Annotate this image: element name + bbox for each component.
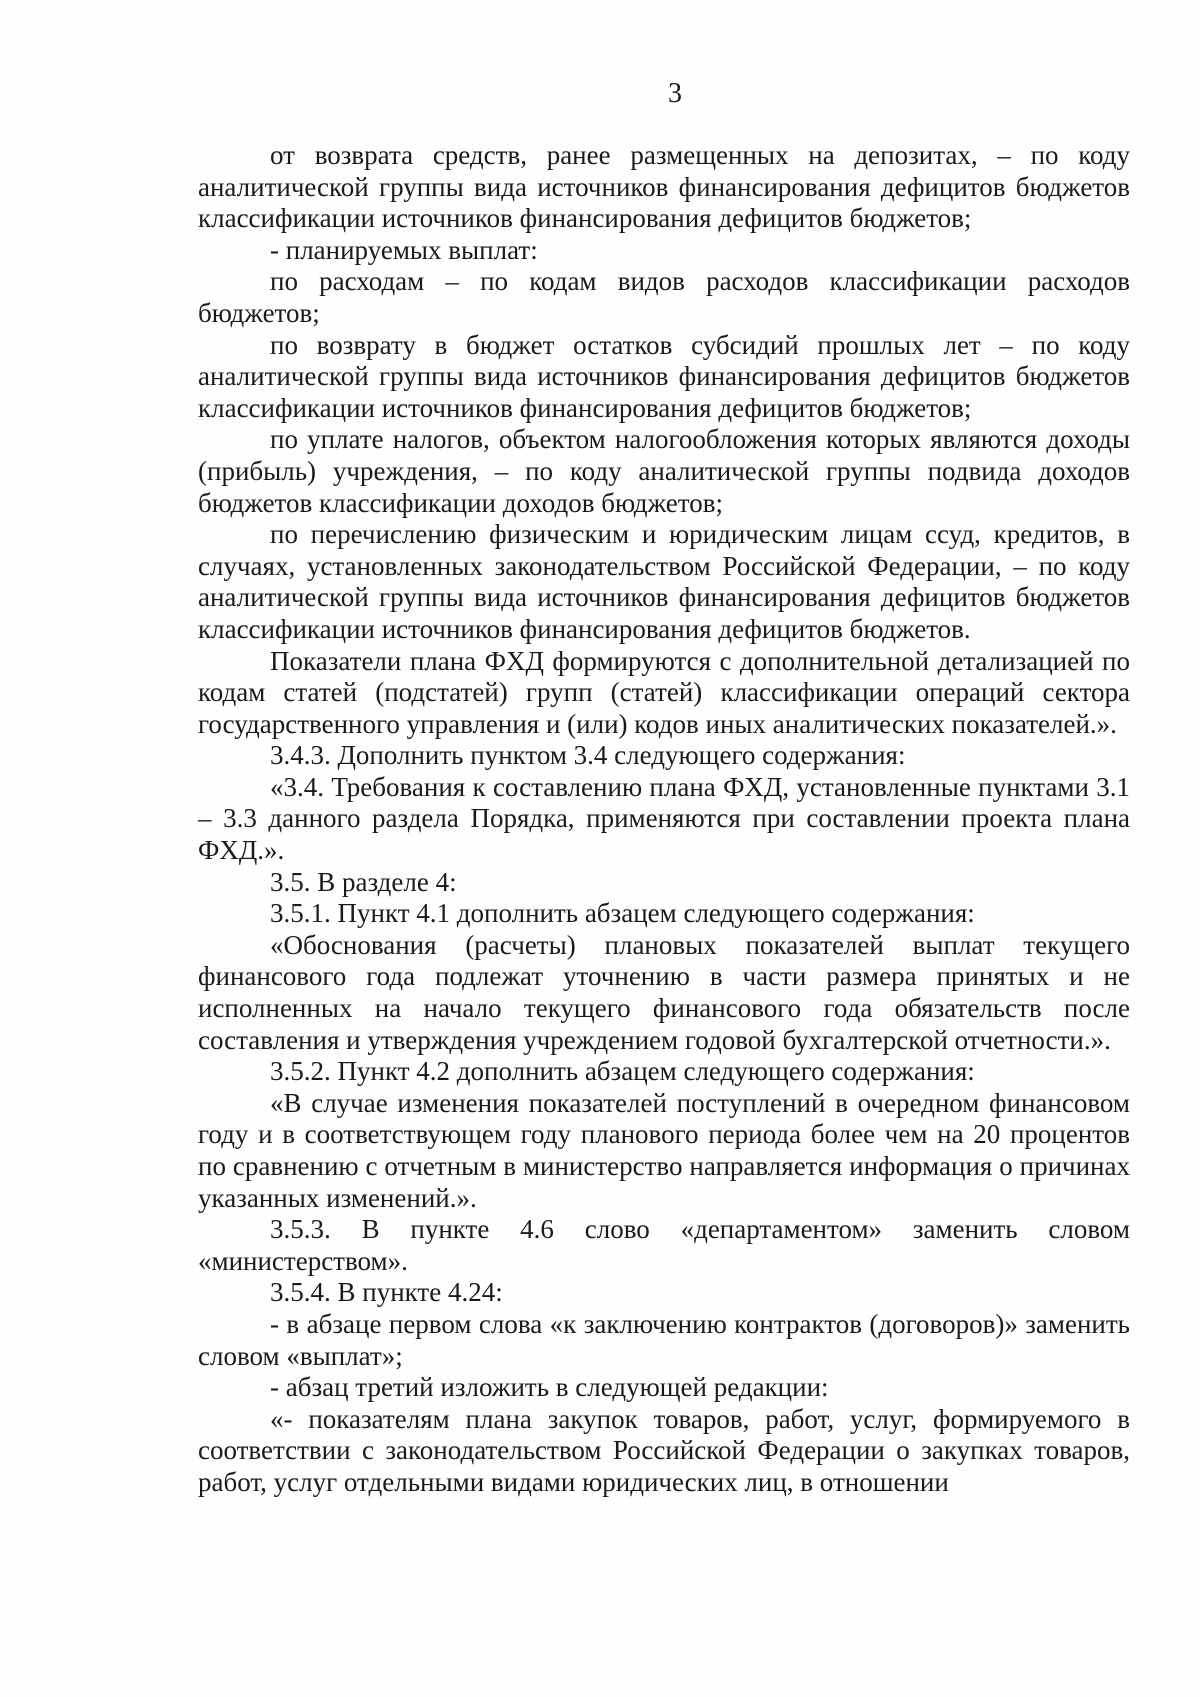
paragraph: 3.5.3. В пункте 4.6 слово «департаментом» заменить словом «министерством».: [198, 1214, 1130, 1276]
paragraph: - планируемых выплат:: [270, 234, 538, 265]
paragraph: 3.5.2. Пункт 4.2 дополнить абзацем следующего содержания:: [270, 1056, 975, 1087]
paragraph: от возврата средств, ранее размещенных на депозитах, – по коду аналитической группы вида источников финансирования дефицитов бюджетов классификации источников финансирования дефицитов бюджетов;: [198, 140, 1130, 234]
paragraph: 3.5. В разделе 4:: [270, 866, 457, 897]
paragraph: по перечислению физическим и юридическим лицам ссуд, кредитов, в случаях, установленных законодательством Российской Федерации, – по коду аналитической группы вида источников финансирования дефицитов бюджетов классификации источников финансирования дефицитов бюджетов.: [198, 519, 1130, 644]
paragraph: «- показателям плана закупок товаров, работ, услуг, формируемого в соответствии с законодательством Российской Федерации о закупках товаров, работ, услуг отдельными видами юридических лиц, в отношении: [198, 1403, 1130, 1497]
paragraph: 3.4.3. Дополнить пунктом 3.4 следующего содержания:: [270, 740, 906, 771]
paragraph: «Обоснования (расчеты) плановых показателей выплат текущего финансового года подлежат уточнению в части размера принятых и не исполненных на начало текущего финансового года обязательств после составления и утверждения учреждением годовой бухгалтерской отчетности.».: [198, 929, 1130, 1055]
paragraph: 3.5.4. В пункте 4.24:: [270, 1277, 503, 1308]
paragraph: «3.4. Требования к составлению плана ФХД, установленные пунктами 3.1 – 3.3 данного раздела Порядка, применяются при составлении проекта плана ФХД.».: [198, 771, 1130, 866]
paragraph: Показатели плана ФХД формируются с дополнительной детализацией по кодам статей (подстатей) групп (статей) классификации операций сектора государственного управления и (или) кодов иных аналитических показателей.».: [198, 645, 1130, 739]
document-body: [198, 140, 1130, 1499]
paragraph: - в абзаце первом слова «к заключению контрактов (договоров)» заменить словом «выплат»;: [198, 1308, 1130, 1371]
paragraph: - абзац третий изложить в следующей редакции:: [270, 1372, 829, 1403]
paragraph: по расходам – по кодам видов расходов классификации расходов бюджетов;: [198, 266, 1130, 328]
paragraph: по возврату в бюджет остатков субсидий прошлых лет – по коду аналитической группы вида источников финансирования дефицитов бюджетов классификации источников финансирования дефицитов бюджетов;: [198, 329, 1130, 423]
paragraph: по уплате налогов, объектом налогообложения которых являются доходы (прибыль) учреждения, – по коду аналитической группы подвида доходов бюджетов классификации доходов бюджетов;: [198, 424, 1130, 518]
paragraph: 3.5.1. Пункт 4.1 дополнить абзацем следующего содержания:: [270, 898, 975, 929]
page-number: 3: [668, 78, 682, 109]
paragraph: «В случае изменения показателей поступлений в очередном финансовом году и в соответствующем году планового периода более чем на 20 процентов по сравнению с отчетным в министерство направляется информация о причинах указанных изменений.».: [198, 1087, 1130, 1213]
